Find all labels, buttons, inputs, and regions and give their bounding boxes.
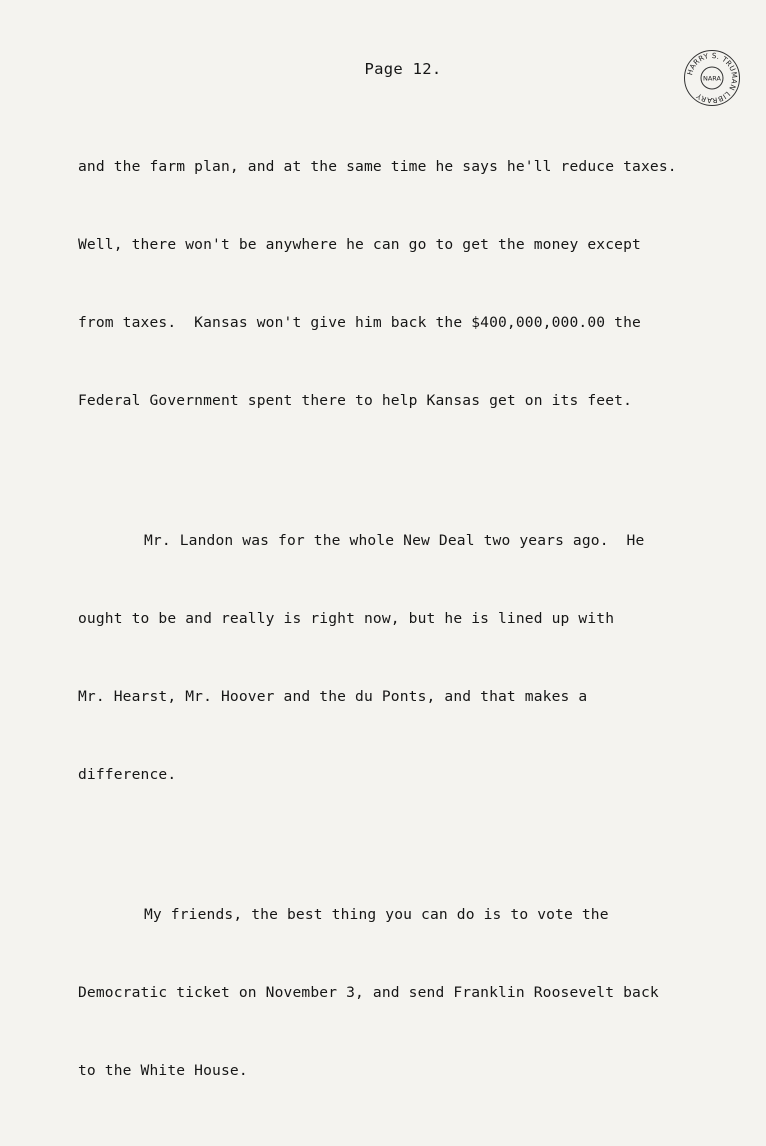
text-line: My friends, the best thing you can do is to vote the [144, 906, 609, 923]
stamp-seal-icon [684, 50, 740, 106]
text-line: Well, there won't be anywhere he can go to get the money except [78, 236, 641, 253]
text-line: Federal Government spent there to help Kansas get on its feet. [78, 392, 633, 409]
text-line: from taxes. Kansas won't give him back the $400,000,000.00 the [78, 314, 641, 331]
library-stamp [684, 50, 740, 106]
text-line: Democratic ticket on November 3, and send Franklin Roosevelt back [78, 984, 659, 1001]
text-line: difference. [78, 766, 177, 783]
svg-text:NARA: NARA [702, 74, 721, 83]
svg-text:HARRY S. TRUMAN LIBRARY: HARRY S. TRUMAN LIBRARY [684, 50, 739, 105]
page-number: Page 12. [364, 60, 442, 78]
text-line: ought to be and really is right now, but he is lined up with [78, 610, 615, 627]
paragraph-1 [78, 102, 758, 466]
text-line: Mr. Hearst, Mr. Hoover and the du Ponts, and that makes a [78, 688, 588, 705]
paragraph-2 [78, 476, 758, 840]
text-line: Mr. Landon was for the whole New Deal two years ago. He [144, 532, 645, 549]
letter-body [78, 102, 758, 1146]
text-line: to the White House. [78, 1062, 248, 1079]
text-line: and the farm plan, and at the same time he says he'll reduce taxes. [78, 158, 677, 175]
paragraph-3 [78, 850, 758, 1136]
